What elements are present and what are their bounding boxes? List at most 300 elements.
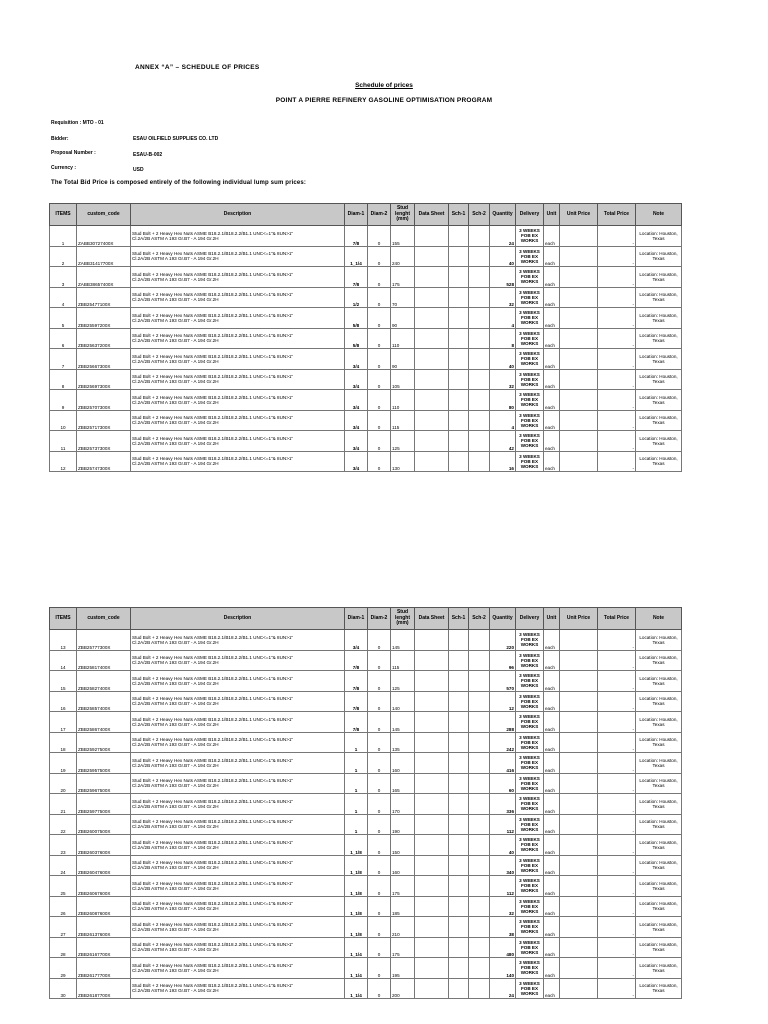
note-cell: Location: Houston, Texas [636,794,682,815]
quantity-cell: 80 [490,390,516,411]
stud-length-cell: 125 [391,431,415,452]
total-price-cell: - [598,937,636,958]
quantity-cell: 12 [490,691,516,712]
sch-1-cell [449,410,469,431]
diam-1-cell: 1 [345,732,368,753]
delivery-cell: 3 WEEKS FOB EX WORKS [516,650,544,671]
data-sheet-cell [415,917,449,938]
stud-length-cell: 90 [391,349,415,370]
data-sheet-cell [415,630,449,651]
sch-1-cell [449,794,469,815]
col-custom-code: custom_code [77,204,131,226]
diam-2-cell: 0 [368,876,391,897]
bidder-label: Bidder: [51,136,69,142]
currency-label: Currency : [51,165,77,171]
diam-2-cell: 0 [368,896,391,917]
unit-price-cell [560,349,598,370]
delivery-cell: 3 WEEKS FOB EX WORKS [516,937,544,958]
sch-2-cell [469,410,490,431]
quantity-cell: 288 [490,712,516,733]
diam-2-cell: 0 [368,369,391,390]
diam-2-cell: 0 [368,814,391,835]
sch-2-cell [469,732,490,753]
unit-price-cell [560,369,598,390]
quantity-cell: 4 [490,308,516,329]
diam-1-cell: 5/8 [345,308,368,329]
diam-2-cell: 0 [368,671,391,692]
total-price-cell: - [598,712,636,733]
data-sheet-cell [415,794,449,815]
total-price-cell: - [598,650,636,671]
data-sheet-cell [415,855,449,876]
data-sheet-cell [415,349,449,370]
custom-code-cell: ZBB26177700X [77,958,131,979]
diam-2-cell: 0 [368,917,391,938]
diam-2-cell: 0 [368,855,391,876]
item-cell: 5 [50,308,77,329]
note-cell: Location: Houston, Texas [636,630,682,651]
delivery-cell: 3 WEEKS FOB EX WORKS [516,308,544,329]
note-cell: Location: Houston, Texas [636,732,682,753]
table-row [50,978,682,999]
note-cell: Location: Houston, Texas [636,267,682,288]
annex-heading: ANNEX “A” – SCHEDULE OF PRICES [135,64,260,71]
total-price-cell: - [598,308,636,329]
sch-2-cell [469,835,490,856]
diam-2-cell: 0 [368,937,391,958]
unit-cell: each [544,896,560,917]
unit-cell: each [544,773,560,794]
total-price-cell: - [598,814,636,835]
note-cell: Location: Houston, Texas [636,431,682,452]
data-sheet-cell [415,712,449,733]
sch-2-cell [469,390,490,411]
stud-length-cell: 210 [391,917,415,938]
quantity-cell: 112 [490,876,516,897]
stud-length-cell: 195 [391,958,415,979]
unit-cell: each [544,390,560,411]
diam-2-cell: 0 [368,287,391,308]
diam-1-cell: 7/8 [345,671,368,692]
diam-1-cell: 1_1/4 [345,958,368,979]
item-cell: 29 [50,958,77,979]
diam-1-cell: 3/4 [345,390,368,411]
table-row [50,732,682,753]
unit-price-cell [560,896,598,917]
total-price-cell: - [598,753,636,774]
sch-1-cell [449,267,469,288]
unit-price-cell [560,287,598,308]
table-row [50,794,682,815]
note-cell: Location: Houston, Texas [636,369,682,390]
diam-1-cell: 1_1/8 [345,896,368,917]
total-price-cell: - [598,410,636,431]
sch-1-cell [449,978,469,999]
unit-cell: each [544,246,560,267]
diam-2-cell: 0 [368,410,391,431]
col-quantity: Quantity [490,608,516,630]
sch-2-cell [469,226,490,247]
table-row [50,390,682,411]
description-cell: Stud Bolt + 2 Heavy Hex Nuts ASME B18.2.1/B18.2.2/B1.1 UNC<=1"& 8UN>1" Cl.2A/2B ASTM A 193 Gr.B7 - A 194 Gr.2H [131,650,345,671]
stud-length-cell: 70 [391,287,415,308]
note-cell: Location: Houston, Texas [636,855,682,876]
quantity-cell: 242 [490,732,516,753]
data-sheet-cell [415,896,449,917]
sch-2-cell [469,650,490,671]
sch-1-cell [449,958,469,979]
col-delivery: Delivery [516,204,544,226]
item-cell: 25 [50,876,77,897]
note-cell: Location: Houston, Texas [636,390,682,411]
sch-2-cell [469,712,490,733]
description-cell: Stud Bolt + 2 Heavy Hex Nuts ASME B18.2.1/B18.2.2/B1.1 UNC<=1"& 8UN>1" Cl.2A/2B ASTM A 193 Gr.B7 - A 194 Gr.2H [131,691,345,712]
stud-length-cell: 175 [391,267,415,288]
custom-code-cell: ZBB25957500X [77,753,131,774]
quantity-cell: 32 [490,287,516,308]
delivery-cell: 3 WEEKS FOB EX WORKS [516,958,544,979]
diam-2-cell: 0 [368,712,391,733]
delivery-cell: 3 WEEKS FOB EX WORKS [516,349,544,370]
col-description: Description [131,204,345,226]
sch-2-cell [469,630,490,651]
item-cell: 8 [50,369,77,390]
unit-cell: each [544,753,560,774]
diam-1-cell: 7/8 [345,267,368,288]
col-total-price: Total Price [598,204,636,226]
table-row [50,814,682,835]
diam-1-cell: 1_1/8 [345,835,368,856]
custom-code-cell: ZBB25597200X [77,308,131,329]
description-cell: Stud Bolt + 2 Heavy Hex Nuts ASME B18.2.1/B18.2.2/B1.1 UNC<=1"& 8UN>1" Cl.2A/2B ASTM A 193 Gr.B7 - A 194 Gr.2H [131,958,345,979]
note-cell: Location: Houston, Texas [636,308,682,329]
note-cell: Location: Houston, Texas [636,349,682,370]
diam-2-cell: 0 [368,246,391,267]
sch-2-cell [469,814,490,835]
quantity-cell: 24 [490,978,516,999]
note-cell: Location: Houston, Texas [636,835,682,856]
quantity-cell: 340 [490,855,516,876]
delivery-cell: 3 WEEKS FOB EX WORKS [516,978,544,999]
total-price-cell: - [598,451,636,472]
data-sheet-cell [415,390,449,411]
unit-cell: each [544,671,560,692]
sch-1-cell [449,835,469,856]
unit-price-cell [560,794,598,815]
unit-cell: each [544,226,560,247]
sch-2-cell [469,287,490,308]
description-cell: Stud Bolt + 2 Heavy Hex Nuts ASME B18.2.1/B18.2.2/B1.1 UNC<=1"& 8UN>1" Cl.2A/2B ASTM A 193 Gr.B7 - A 194 Gr.2H [131,267,345,288]
total-price-cell: - [598,267,636,288]
total-price-cell: - [598,958,636,979]
unit-cell: each [544,267,560,288]
total-price-cell: - [598,732,636,753]
table-row [50,896,682,917]
quantity-cell: 4 [490,410,516,431]
sch-1-cell [449,753,469,774]
total-price-cell: - [598,855,636,876]
note-cell: Location: Houston, Texas [636,896,682,917]
unit-cell: each [544,451,560,472]
stud-length-cell: 150 [391,835,415,856]
description-cell: Stud Bolt + 2 Heavy Hex Nuts ASME B18.2.1/B18.2.2/B1.1 UNC<=1"& 8UN>1" Cl.2A/2B ASTM A 193 Gr.B7 - A 194 Gr.2H [131,451,345,472]
sch-1-cell [449,349,469,370]
diam-2-cell: 0 [368,630,391,651]
schedule-table-1 [49,203,682,472]
custom-code-cell: ZBB25777300X [77,630,131,651]
custom-code-cell: ZBB25827400X [77,671,131,692]
description-cell: Stud Bolt + 2 Heavy Hex Nuts ASME B18.2.1/B18.2.2/B1.1 UNC<=1"& 8UN>1" Cl.2A/2B ASTM A 193 Gr.B7 - A 194 Gr.2H [131,390,345,411]
col-diam-1: Diam-1 [345,204,368,226]
diam-2-cell: 0 [368,349,391,370]
delivery-cell: 3 WEEKS FOB EX WORKS [516,814,544,835]
unit-cell: each [544,349,560,370]
unit-price-cell [560,630,598,651]
custom-code-cell: ZBB26067600X [77,876,131,897]
program-title: POINT A PIERRE REFINERY GASOLINE OPTIMISATION PROGRAM [275,97,493,104]
item-cell: 10 [50,410,77,431]
sch-2-cell [469,369,490,390]
diam-1-cell: 7/8 [345,226,368,247]
diam-1-cell: 1_1/8 [345,917,368,938]
sch-1-cell [449,855,469,876]
sch-1-cell [449,732,469,753]
table-header-row [50,608,682,630]
col-delivery: Delivery [516,608,544,630]
unit-cell: each [544,835,560,856]
quantity-cell: 38 [490,917,516,938]
custom-code-cell: ZBB25867400X [77,712,131,733]
quantity-cell: 528 [490,267,516,288]
note-cell: Location: Houston, Texas [636,328,682,349]
delivery-cell: 3 WEEKS FOB EX WORKS [516,246,544,267]
item-cell: 14 [50,650,77,671]
col-sch-2: Sch-2 [469,204,490,226]
sch-1-cell [449,369,469,390]
sch-2-cell [469,978,490,999]
sch-2-cell [469,349,490,370]
stud-length-cell: 90 [391,308,415,329]
diam-2-cell: 0 [368,691,391,712]
data-sheet-cell [415,246,449,267]
total-price-cell: - [598,773,636,794]
description-cell: Stud Bolt + 2 Heavy Hex Nuts ASME B18.2.1/B18.2.2/B1.1 UNC<=1"& 8UN>1" Cl.2A/2B ASTM A 193 Gr.B7 - A 194 Gr.2H [131,328,345,349]
description-cell: Stud Bolt + 2 Heavy Hex Nuts ASME B18.2.1/B18.2.2/B1.1 UNC<=1"& 8UN>1" Cl.2A/2B ASTM A 193 Gr.B7 - A 194 Gr.2H [131,287,345,308]
item-cell: 30 [50,978,77,999]
proposal-value: ESAU-B-002 [133,152,163,158]
sch-2-cell [469,431,490,452]
diam-1-cell: 1_1/4 [345,978,368,999]
diam-2-cell: 0 [368,773,391,794]
data-sheet-cell [415,958,449,979]
unit-price-cell [560,226,598,247]
stud-length-cell: 110 [391,390,415,411]
description-cell: Stud Bolt + 2 Heavy Hex Nuts ASME B18.2.1/B18.2.2/B1.1 UNC<=1"& 8UN>1" Cl.2A/2B ASTM A 193 Gr.B7 - A 194 Gr.2H [131,855,345,876]
data-sheet-cell [415,328,449,349]
stud-length-cell: 190 [391,814,415,835]
table-row [50,328,682,349]
quantity-cell: 40 [490,349,516,370]
data-sheet-cell [415,267,449,288]
diam-1-cell: 3/4 [345,349,368,370]
custom-code-cell: ZBB26007500X [77,814,131,835]
item-cell: 19 [50,753,77,774]
stud-length-cell: 110 [391,328,415,349]
diam-2-cell: 0 [368,732,391,753]
unit-price-cell [560,835,598,856]
data-sheet-cell [415,732,449,753]
delivery-cell: 3 WEEKS FOB EX WORKS [516,369,544,390]
diam-1-cell: 3/4 [345,451,368,472]
diam-1-cell: 7/8 [345,712,368,733]
stud-length-cell: 200 [391,978,415,999]
unit-price-cell [560,390,598,411]
item-cell: 2 [50,246,77,267]
diam-1-cell: 3/4 [345,369,368,390]
total-price-cell: - [598,431,636,452]
col-items: ITEMS [50,608,77,630]
quantity-cell: 32 [490,896,516,917]
col-quantity: Quantity [490,204,516,226]
unit-cell: each [544,978,560,999]
table-row [50,451,682,472]
description-cell: Stud Bolt + 2 Heavy Hex Nuts ASME B18.2.1/B18.2.2/B1.1 UNC<=1"& 8UN>1" Cl.2A/2B ASTM A 193 Gr.B7 - A 194 Gr.2H [131,876,345,897]
custom-code-cell: ZBB25857400X [77,691,131,712]
unit-price-cell [560,917,598,938]
description-cell: Stud Bolt + 2 Heavy Hex Nuts ASME B18.2.1/B18.2.2/B1.1 UNC<=1"& 8UN>1" Cl.2A/2B ASTM A 193 Gr.B7 - A 194 Gr.2H [131,630,345,651]
unit-cell: each [544,431,560,452]
description-cell: Stud Bolt + 2 Heavy Hex Nuts ASME B18.2.1/B18.2.2/B1.1 UNC<=1"& 8UN>1" Cl.2A/2B ASTM A 193 Gr.B7 - A 194 Gr.2H [131,712,345,733]
quantity-cell: 416 [490,753,516,774]
schedule-title: Schedule of prices [355,82,413,89]
item-cell: 23 [50,835,77,856]
note-cell: Location: Houston, Texas [636,650,682,671]
unit-price-cell [560,753,598,774]
delivery-cell: 3 WEEKS FOB EX WORKS [516,712,544,733]
quantity-cell: 220 [490,630,516,651]
description-cell: Stud Bolt + 2 Heavy Hex Nuts ASME B18.2.1/B18.2.2/B1.1 UNC<=1"& 8UN>1" Cl.2A/2B ASTM A 193 Gr.B7 - A 194 Gr.2H [131,896,345,917]
delivery-cell: 3 WEEKS FOB EX WORKS [516,328,544,349]
sch-1-cell [449,287,469,308]
total-price-cell: - [598,794,636,815]
sch-1-cell [449,328,469,349]
sch-2-cell [469,896,490,917]
quantity-cell: 16 [490,451,516,472]
unit-price-cell [560,246,598,267]
requisition-line: Requisition : MTO - 01 [51,120,104,126]
unit-cell: each [544,369,560,390]
stud-length-cell: 130 [391,451,415,472]
sch-2-cell [469,917,490,938]
custom-code-cell: ZBB25477100X [77,287,131,308]
data-sheet-cell [415,978,449,999]
unit-price-cell [560,650,598,671]
diam-2-cell: 0 [368,794,391,815]
item-cell: 18 [50,732,77,753]
unit-cell: each [544,630,560,651]
unit-cell: each [544,794,560,815]
schedule-table-2 [49,607,682,999]
unit-cell: each [544,328,560,349]
col-data-sheet: Data Sheet [415,608,449,630]
unit-cell: each [544,691,560,712]
unit-price-cell [560,732,598,753]
description-cell: Stud Bolt + 2 Heavy Hex Nuts ASME B18.2.1/B18.2.2/B1.1 UNC<=1"& 8UN>1" Cl.2A/2B ASTM A 193 Gr.B7 - A 194 Gr.2H [131,917,345,938]
custom-code-cell: ZABB38657400X [77,267,131,288]
diam-2-cell: 0 [368,431,391,452]
delivery-cell: 3 WEEKS FOB EX WORKS [516,431,544,452]
total-price-cell: - [598,876,636,897]
quantity-cell: 42 [490,431,516,452]
data-sheet-cell [415,835,449,856]
data-sheet-cell [415,753,449,774]
unit-cell: each [544,855,560,876]
item-cell: 6 [50,328,77,349]
data-sheet-cell [415,431,449,452]
diam-1-cell: 1_1/8 [345,876,368,897]
table-row [50,855,682,876]
unit-price-cell [560,410,598,431]
total-price-cell: - [598,978,636,999]
custom-code-cell: ZBB25667300X [77,349,131,370]
table-row [50,958,682,979]
delivery-cell: 3 WEEKS FOB EX WORKS [516,226,544,247]
table-row [50,431,682,452]
description-cell: Stud Bolt + 2 Heavy Hex Nuts ASME B18.2.1/B18.2.2/B1.1 UNC<=1"& 8UN>1" Cl.2A/2B ASTM A 193 Gr.B7 - A 194 Gr.2H [131,978,345,999]
unit-price-cell [560,671,598,692]
stud-length-cell: 175 [391,876,415,897]
quantity-cell: 24 [490,226,516,247]
custom-code-cell: ZBB26167700X [77,937,131,958]
diam-1-cell: 1/2 [345,287,368,308]
note-cell: Location: Houston, Texas [636,671,682,692]
description-cell: Stud Bolt + 2 Heavy Hex Nuts ASME B18.2.1/B18.2.2/B1.1 UNC<=1"& 8UN>1" Cl.2A/2B ASTM A 193 Gr.B7 - A 194 Gr.2H [131,732,345,753]
custom-code-cell: ZBB25817400X [77,650,131,671]
unit-price-cell [560,876,598,897]
table-row [50,267,682,288]
total-price-cell: - [598,246,636,267]
currency-value: USD [133,167,144,173]
col-custom-code: custom_code [77,608,131,630]
data-sheet-cell [415,876,449,897]
unit-price-cell [560,691,598,712]
unit-cell: each [544,917,560,938]
sch-1-cell [449,671,469,692]
data-sheet-cell [415,451,449,472]
delivery-cell: 3 WEEKS FOB EX WORKS [516,410,544,431]
table-row [50,410,682,431]
quantity-cell: 40 [490,246,516,267]
sch-2-cell [469,753,490,774]
note-cell: Location: Houston, Texas [636,451,682,472]
description-cell: Stud Bolt + 2 Heavy Hex Nuts ASME B18.2.1/B18.2.2/B1.1 UNC<=1"& 8UN>1" Cl.2A/2B ASTM A 193 Gr.B7 - A 194 Gr.2H [131,369,345,390]
sch-2-cell [469,451,490,472]
delivery-cell: 3 WEEKS FOB EX WORKS [516,287,544,308]
diam-2-cell: 0 [368,958,391,979]
col-total-price: Total Price [598,608,636,630]
item-cell: 16 [50,691,77,712]
diam-2-cell: 0 [368,328,391,349]
table-row [50,712,682,733]
stud-length-cell: 145 [391,630,415,651]
sch-2-cell [469,308,490,329]
sch-2-cell [469,246,490,267]
description-cell: Stud Bolt + 2 Heavy Hex Nuts ASME B18.2.1/B18.2.2/B1.1 UNC<=1"& 8UN>1" Cl.2A/2B ASTM A 193 Gr.B7 - A 194 Gr.2H [131,814,345,835]
custom-code-cell: ZBB25637200X [77,328,131,349]
col-unit: Unit [544,608,560,630]
unit-cell: each [544,308,560,329]
unit-price-cell [560,328,598,349]
